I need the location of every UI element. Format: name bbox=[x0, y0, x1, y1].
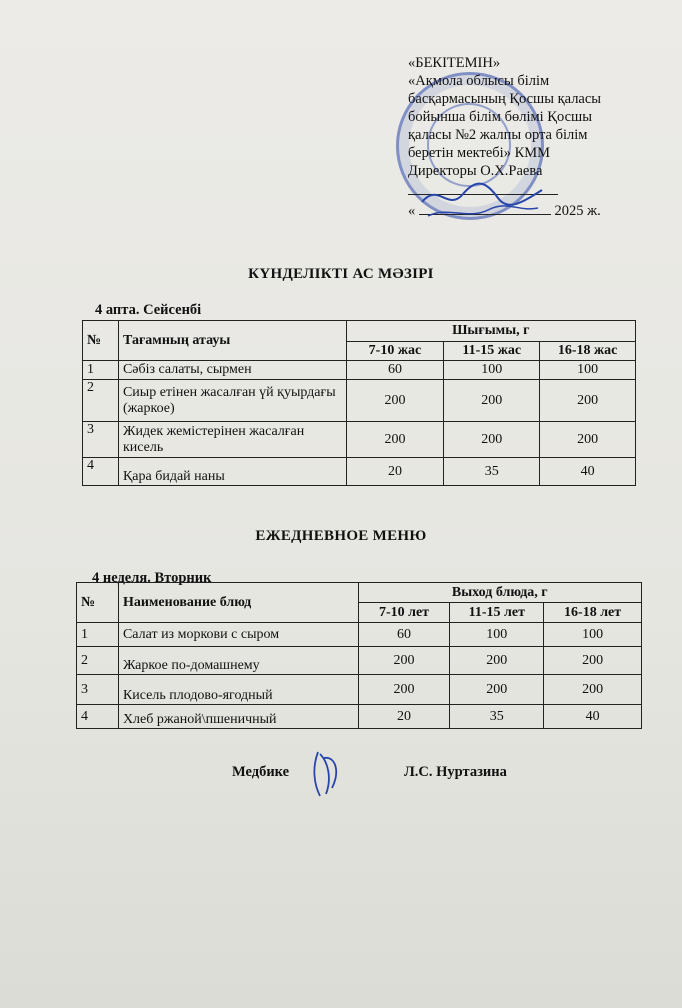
row-num: 1 bbox=[77, 623, 119, 647]
portion-value: 200 bbox=[450, 647, 544, 675]
portion-value: 200 bbox=[540, 422, 636, 458]
dish-name: Салат из моркови с сыром bbox=[118, 623, 358, 647]
ru-menu-table bbox=[76, 582, 642, 729]
nurse-signature bbox=[306, 748, 346, 800]
row-num: 1 bbox=[83, 361, 119, 380]
portion-value: 35 bbox=[450, 705, 544, 729]
table-row bbox=[77, 675, 642, 705]
portion-value: 100 bbox=[444, 361, 540, 380]
kz-age-group: 11-15 жас bbox=[444, 342, 540, 361]
approval-line: қаласы №2 жалпы орта білім bbox=[408, 127, 588, 143]
dish-name: Кисель плодово-ягодный bbox=[118, 675, 358, 705]
portion-value: 200 bbox=[358, 675, 450, 705]
portion-value: 200 bbox=[346, 380, 444, 422]
nurse-name: Л.С. Нуртазина bbox=[404, 764, 507, 780]
ru-header-output: Выход блюда, г bbox=[358, 583, 641, 603]
approval-line: Директоры О.Х.Раева bbox=[408, 163, 543, 179]
portion-value: 40 bbox=[544, 705, 642, 729]
portion-value: 100 bbox=[450, 623, 544, 647]
date-year: 2025 ж. bbox=[554, 203, 601, 219]
approval-line: «Ақмола облысы білім bbox=[408, 73, 550, 89]
dish-name: Хлеб ржаной\пшеничный bbox=[118, 705, 358, 729]
ru-week: 4 неделя. Вторник bbox=[92, 570, 212, 586]
dish-name: Сиыр етінен жасалған үй қуырдағы (жаркое) bbox=[118, 380, 346, 422]
portion-value: 200 bbox=[544, 647, 642, 675]
dish-name: Қара бидай наны bbox=[118, 458, 346, 486]
ru-age-group: 11-15 лет bbox=[450, 603, 544, 623]
dish-name: Жидек жемістерінен жасалған кисель bbox=[118, 422, 346, 458]
ru-header-name: Наименование блюд bbox=[118, 583, 358, 623]
kz-title: КҮНДЕЛІКТІ АС МӘЗІРІ bbox=[248, 266, 434, 282]
ru-age-group: 7-10 лет bbox=[358, 603, 450, 623]
portion-value: 100 bbox=[540, 361, 636, 380]
approval-line: басқармасының Қосшы қаласы bbox=[408, 91, 602, 107]
approval-line: «БЕКІТЕМІН» bbox=[408, 55, 501, 71]
row-num: 2 bbox=[83, 380, 119, 422]
row-num: 4 bbox=[77, 705, 119, 729]
portion-value: 200 bbox=[358, 647, 450, 675]
portion-value: 200 bbox=[444, 422, 540, 458]
portion-value: 100 bbox=[544, 623, 642, 647]
table-row bbox=[83, 361, 636, 380]
table-row bbox=[83, 422, 636, 458]
row-num: 3 bbox=[83, 422, 119, 458]
portion-value: 200 bbox=[346, 422, 444, 458]
row-num: 3 bbox=[77, 675, 119, 705]
portion-value: 20 bbox=[346, 458, 444, 486]
row-num: 4 bbox=[83, 458, 119, 486]
nurse-role: Медбике bbox=[232, 764, 290, 780]
portion-value: 200 bbox=[544, 675, 642, 705]
ru-header-num: № bbox=[77, 583, 119, 623]
dish-name: Жаркое по-домашнему bbox=[118, 647, 358, 675]
table-row bbox=[83, 458, 636, 486]
ru-age-group: 16-18 лет bbox=[544, 603, 642, 623]
table-row bbox=[77, 647, 642, 675]
dish-name: Сәбіз салаты, сырмен bbox=[118, 361, 346, 380]
table-row bbox=[77, 705, 642, 729]
approval-line: бойынша білім бөлімі Қосшы bbox=[408, 109, 592, 125]
kz-header-num: № bbox=[83, 321, 119, 361]
portion-value: 60 bbox=[358, 623, 450, 647]
date-open-quote: « bbox=[408, 203, 416, 219]
portion-value: 20 bbox=[358, 705, 450, 729]
ru-title: ЕЖЕДНЕВНОЕ МЕНЮ bbox=[255, 528, 427, 544]
kz-age-group: 16-18 жас bbox=[540, 342, 636, 361]
table-row bbox=[77, 623, 642, 647]
kz-header-name: Тағамның атауы bbox=[118, 321, 346, 361]
portion-value: 200 bbox=[444, 380, 540, 422]
kz-menu-table bbox=[82, 320, 636, 486]
kz-header-output: Шығымы, г bbox=[346, 321, 635, 342]
kz-week: 4 апта. Сейсенбі bbox=[95, 302, 202, 318]
portion-value: 60 bbox=[346, 361, 444, 380]
portion-value: 40 bbox=[540, 458, 636, 486]
portion-value: 200 bbox=[450, 675, 544, 705]
approval-line: беретін мектебі» КММ bbox=[408, 145, 551, 161]
portion-value: 35 bbox=[444, 458, 540, 486]
table-row bbox=[83, 380, 636, 422]
portion-value: 200 bbox=[540, 380, 636, 422]
director-signature bbox=[418, 172, 548, 222]
kz-age-group: 7-10 жас bbox=[346, 342, 444, 361]
row-num: 2 bbox=[77, 647, 119, 675]
